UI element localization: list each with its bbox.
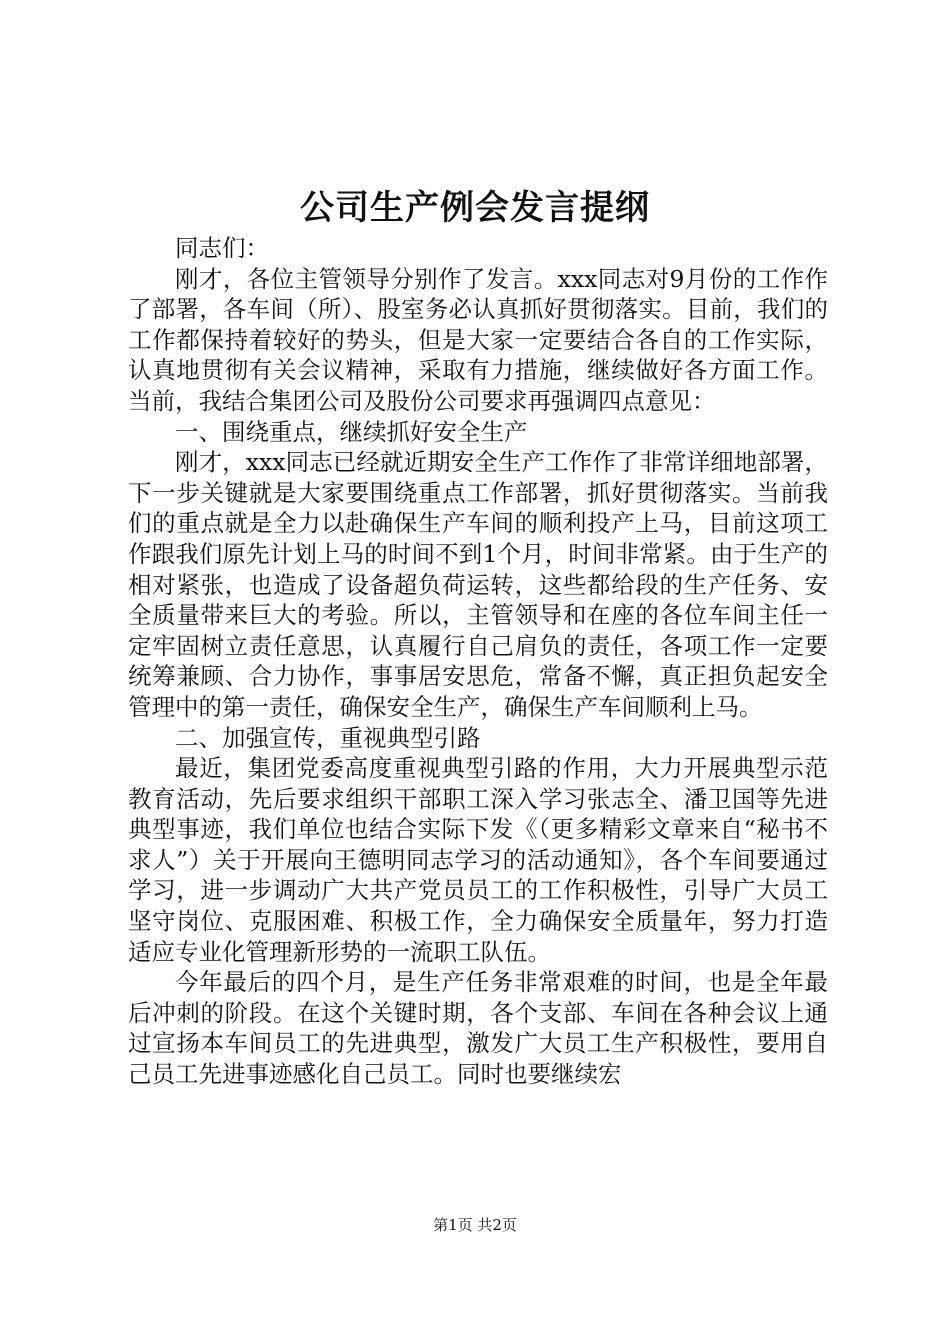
document-body bbox=[128, 233, 828, 1090]
page-footer: 第1页 共2页 bbox=[433, 1216, 517, 1234]
intro-paragraph: 刚才，各位主管领导分别作了发言。xxx同志对9月份的工作作了部署，各车间（所）、股室务必认真抓好贯彻落实。目前，我们的工作都保持着较好的势头，但是大家一定要结合各自的工作实际，认真地贯彻有关会议精神，采取有力措施，继续做好各方面工作。当前，我结合集团公司及股份公司要求再强调四点意见： bbox=[128, 264, 828, 415]
section-2-paragraph-2: 今年最后的四个月，是生产任务非常艰难的时间，也是全年最后冲刺的阶段。在这个关键时期，各个支部、车间在各种会议上通过宣扬本车间员工的先进典型，激发广大员工生产积极性，要用自己员工先进事迹感化自己员工。同时也要继续宏 bbox=[128, 968, 828, 1089]
salutation-paragraph: 同志们： bbox=[175, 234, 269, 262]
section-heading-2: 二、加强宣传，重视典型引路 bbox=[175, 723, 481, 752]
section-2-paragraph-1: 最近，集团党委高度重视典型引路的作用，大力开展典型示范教育活动，先后要求组织干部职工深入学习张志全、潘卫国等先进典型事迹，我们单位也结合实际下发《（更多精彩文章来自“秘书不求人”）关于开展向王德明同志学习的活动通知》，各个车间要通过学习，进一步调动广大共产党员员工的工作积极性，引导广大员工坚守岗位、克服困难、积极工作，全力确保安全质量年，努力打造适应专业化管理新形势的一流职工队伍。 bbox=[128, 754, 828, 966]
section-1-paragraph: 刚才，xxx同志已经就近期安全生产工作作了非常详细地部署，下一步关键就是大家要围绕重点工作部署，抓好贯彻落实。当前我们的重点就是全力以赴确保生产车间的顺利投产上马，目前这项工作跟我们原先计划上马的时间不到1个月，时间非常紧。由于生产的相对紧张，也造成了设备超负荷运转，这些都给段的生产任务、安全质量带来巨大的考验。所以，主管领导和在座的各位车间主任一定牢固树立责任意思，认真履行自己肩负的责任，各项工作一定要统筹兼顾、合力协作，事事居安思危，常备不懈，真正担负起安全管理中的第一责任，确保安全生产，确保生产车间顺利上马。 bbox=[128, 448, 828, 721]
page-title: 公司生产例会发言提纲 bbox=[300, 188, 650, 228]
section-heading-1: 一、围绕重点，继续抓好安全生产 bbox=[175, 417, 528, 446]
